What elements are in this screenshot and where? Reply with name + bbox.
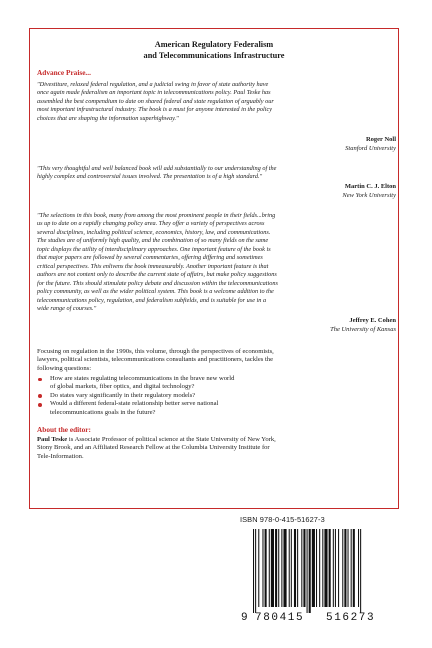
barcode-bar (344, 529, 346, 607)
question-list (37, 375, 337, 417)
barcode-bar (309, 529, 311, 613)
question-line: telecommunications goals in the future? (50, 408, 156, 416)
quote-line: critical perspectives. This enlivens the book immeasurably. Another important feature is that (37, 262, 269, 270)
quote-line: "The selections in this book, many from among the most prominent people in their fields...bring (37, 212, 276, 219)
bio-line: Stony Brook, and an Affiliated Research Fellow at the Columbia University Institute for (37, 444, 270, 452)
question-item (37, 392, 337, 400)
quote-line: "Divestiture, relaxed federal regulation, and a judicial swing in favor of state authority have (37, 81, 269, 88)
quote-line: once again made federalism an important topic in telecommunications policy. Paul Teske has (37, 89, 271, 97)
barcode-bar (338, 529, 339, 607)
advance-praise-heading: Advance Praise... (37, 68, 91, 77)
bullet-dot-icon (38, 378, 42, 382)
barcode-digit-prefix: 9 (241, 612, 248, 623)
barcode-bar (275, 529, 277, 607)
attribution-affiliation: New York University (342, 191, 396, 199)
barcode-bar (353, 529, 355, 607)
bio-line (37, 436, 387, 444)
quote-line: "This very thoughtful and well balanced book will add substantially to our understanding of the (37, 165, 277, 172)
barcode-bar (289, 529, 290, 607)
barcode-bar (297, 529, 298, 607)
barcode-graphic (239, 527, 401, 623)
barcode-bar (358, 529, 359, 607)
barcode-bar (281, 529, 282, 607)
quote-line: choices that are shaping the information superhighway." (37, 114, 179, 122)
bio-text: is Associate Professor of political science at the State University of New York, (67, 436, 276, 443)
bullet-dot-icon (38, 403, 42, 407)
quote-line: assembled the best compendium to date on shared federal and state regulation of arguably our (37, 97, 274, 105)
praise-quote-1 (37, 81, 392, 123)
barcode-bar (271, 529, 274, 607)
quote-line: highly complex and controversial issues involved. The presentation is of a high standard." (37, 173, 263, 181)
praise-attribution-2 (342, 183, 396, 200)
attribution-affiliation: The University of Kansas (330, 325, 396, 333)
quote-line: several disciplines, including political science, economics, history, law, and communications. (37, 228, 271, 236)
praise-attribution-1 (345, 136, 396, 153)
barcode-bar (348, 529, 349, 607)
barcode-bar (255, 529, 256, 613)
quote-line: that major papers are followed by several commentaries, offering differing and sometimes (37, 254, 263, 262)
quote-line: wide range of courses." (37, 304, 97, 312)
barcode-bar (265, 529, 267, 607)
quote-line: The studies are of uniformly high quality, and the combination of so many fields on the same (37, 237, 269, 245)
barcode-bar (303, 529, 305, 607)
barcode-bar (322, 529, 323, 607)
isbn-label: ISBN 978-0-415-51627-3 (240, 515, 325, 524)
barcode-bar (312, 529, 315, 607)
about-editor-heading: About the editor: (37, 425, 91, 434)
barcode-bar (329, 529, 331, 607)
barcode-bar (283, 529, 286, 607)
bio-line: Tele-Information. (37, 452, 84, 460)
quote-line: authors are not content only to describe the current state of affairs, but make policy suggestions (37, 271, 277, 279)
editor-name: Paul Teske (37, 436, 68, 443)
attribution-name: Jeffrey E. Cohen (349, 317, 396, 324)
quote-line: most important infrastructural industry. The book is a must for anyone interested in the policy (37, 106, 273, 114)
barcode-bar (307, 529, 308, 613)
barcode-bar (316, 529, 317, 607)
barcode-bar (351, 529, 352, 607)
barcode-bar (360, 529, 361, 613)
quote-line: telecommunications policy, regulation, and federalism subfields, and is suitable for use in a (37, 296, 267, 304)
attribution-name: Martin C. J. Elton (344, 183, 396, 190)
attribution-affiliation: Stanford University (345, 144, 396, 152)
quote-line: for the future. This should stimulate policy debate and discussion within the telecommunications (37, 279, 278, 287)
barcode-bar (301, 529, 302, 607)
book-title (29, 39, 399, 61)
title-line-1: American Regulatory Federalism (154, 40, 274, 49)
barcode-bar (258, 529, 259, 607)
barcode-digits-left: 780415 (255, 612, 305, 623)
barcode-bar (294, 529, 296, 607)
praise-quote-2 (37, 165, 392, 182)
editor-bio (37, 436, 387, 461)
intro-line: following questions: (37, 364, 92, 372)
barcode-bar (262, 529, 263, 607)
question-line: How are states regulating telecommunications in the brave new world (50, 375, 235, 382)
intro-line: Focusing on regulation in the 1990s, this volume, through the perspectives of economists, (37, 348, 274, 355)
barcode-bar (291, 529, 292, 607)
barcode-bar (269, 529, 270, 607)
question-line: Do states vary significantly in their regulatory models? (50, 391, 196, 399)
description-intro (37, 348, 387, 373)
barcode-bar (278, 529, 279, 607)
quote-line: policy community, as well as the wider political system. This book is a welcome addition to the (37, 288, 274, 296)
question-line: Would a different federal-state relationship better serve national (50, 400, 219, 408)
barcode-bar (333, 529, 334, 607)
barcode-bar (253, 529, 254, 613)
quote-line: topic displays the utility of interdisciplinary approaches. One important feature of the book is (37, 245, 271, 253)
praise-quote-3 (37, 212, 392, 313)
attribution-name: Roger Noll (365, 136, 396, 143)
bullet-dot-icon (38, 394, 42, 398)
barcode (239, 527, 401, 623)
title-line-2: and Telecommunications Infrastructure (143, 51, 285, 60)
question-item (37, 400, 337, 417)
question-item (37, 375, 337, 392)
barcode-bar (324, 529, 327, 607)
barcode-bar (335, 529, 336, 607)
barcode-bar (342, 529, 343, 607)
question-line: of global markets, fiber optics, and digital technology? (50, 383, 195, 391)
praise-attribution-3 (330, 317, 396, 334)
intro-line: lawyers, political scientists, telecommunications consultants and practitioners, tackles the (37, 356, 274, 364)
barcode-bar (319, 529, 320, 607)
quote-line: us up to date on a rapidly changing policy area. They offer a variety of perspectives across (37, 220, 265, 228)
barcode-digits-right: 516273 (326, 612, 376, 623)
